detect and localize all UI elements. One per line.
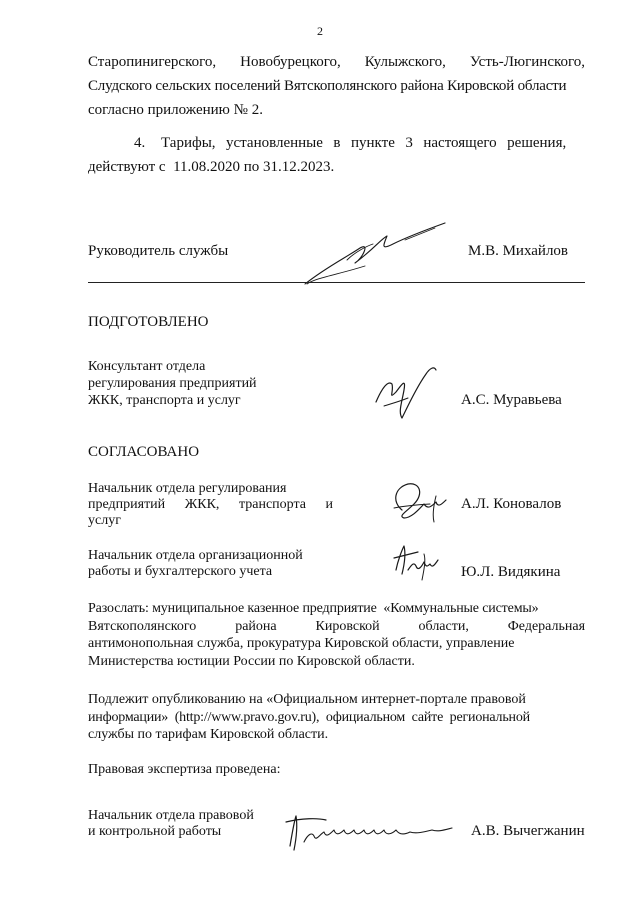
publication-block [88,691,585,744]
distribution-block [88,600,585,670]
agreed-person-1-signature-image [384,474,460,526]
prepared-signature-image [368,362,448,424]
prepared-name: А.С. Муравьева [461,392,562,408]
legal-name: А.В. Вычегжанин [471,823,585,839]
prepared-role-line-1: Консультант отдела [88,359,206,374]
agreed-person-1-role-line-1: Начальник отдела регулирования [88,481,287,496]
body-paragraph-2 [88,131,585,179]
distribution-line-2: Вятскополянского района Кировской области, Федеральная [88,618,586,634]
prepared-role-line-2: регулирования предприятий [88,376,257,391]
body-paragraph-1-line-1: Старопинигерского, Новобурецкого, Кулыжского, Усть-Люгинского, [88,54,586,70]
page-number: 2 [317,24,323,38]
distribution-line-3: антимонопольная служба, прокуратура Кировской области, управление [88,636,515,651]
expertise-text: Правовая экспертиза проведена: [88,762,281,777]
prepared-heading: ПОДГОТОВЛЕНО [88,314,209,330]
signature-underline [88,282,585,283]
agreed-person-2-name: Ю.Л. Видякина [461,564,561,580]
body-paragraph-2-line-2: действуют с 11.08.2020 по 31.12.2023. [88,159,335,175]
agreed-heading: СОГЛАСОВАНО [88,444,200,460]
distribution-line-1: Разослать: муниципальное казенное предприятие «Коммунальные системы» [88,601,539,616]
distribution-line-4: Министерства юстиции России по Кировской области. [88,653,415,669]
head-signature-image [285,218,455,290]
head-role: Руководитель службы [88,243,229,259]
agreed-person-1-role-line-3: услуг [88,513,121,528]
legal-role-line-1: Начальник отдела правовой [88,808,254,823]
head-name: М.В. Михайлов [468,243,569,259]
agreed-person-2-signature-image [388,540,444,586]
prepared-role-line-3: ЖКК, транспорта и услуг [88,393,241,408]
publication-line-2: информации» (http://www.pravo.gov.ru), официальном сайте региональной [88,709,530,725]
agreed-person-1-name: А.Л. Коновалов [461,496,562,512]
agreed-person-1-role-line-2: предприятий ЖКК, транспорта и [88,497,334,512]
agreed-person-2-role-line-2: работы и бухгалтерского учета [88,564,273,579]
legal-signature-image [282,806,462,856]
body-paragraph-1 [88,50,585,122]
body-paragraph-1-line-3: согласно приложению № 2. [88,102,263,118]
publication-line-3: службы по тарифам Кировской области. [88,727,329,742]
body-paragraph-2-line-1: 4. Тарифы, установленные в пункте 3 настоящего решения, [134,135,567,151]
legal-role-line-2: и контрольной работы [88,824,222,839]
body-paragraph-1-line-2: Слудского сельских поселений Вятскополянского района Кировской области [88,78,567,94]
agreed-person-2-role-line-1: Начальник отдела организационной [88,548,303,563]
publication-line-1: Подлежит опубликованию на «Официальном интернет-портале правовой [88,692,526,707]
